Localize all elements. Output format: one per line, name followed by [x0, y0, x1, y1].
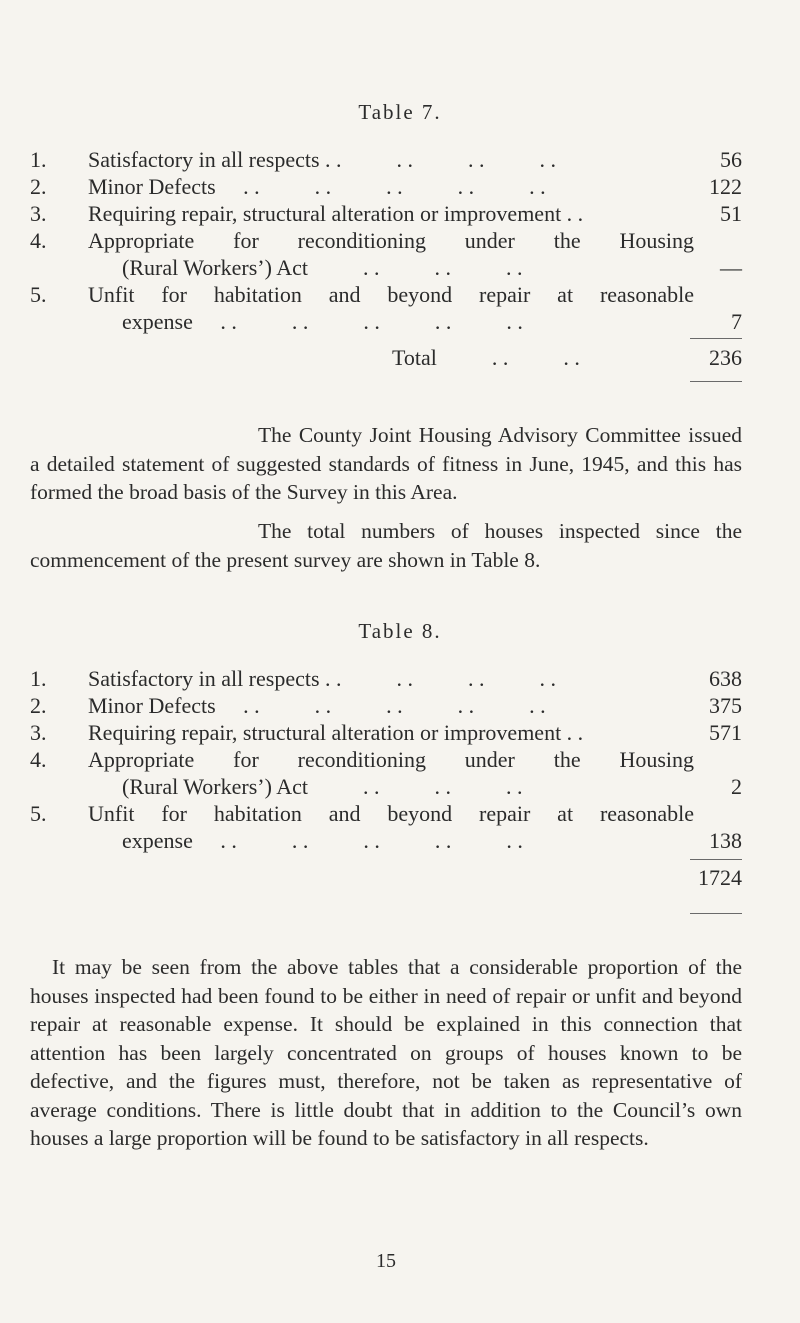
row-number: 2.	[30, 174, 47, 199]
row-label: Unfit for habitation and beyond repair at reasonable	[88, 801, 694, 826]
row-number: 1.	[30, 147, 47, 172]
row-label: Requiring repair, structural alteration or improvement . .	[88, 720, 584, 745]
table-row	[30, 772, 742, 802]
row-label: Satisfactory in all respects . . . . . . . .	[88, 666, 557, 691]
total-rule-top	[690, 859, 742, 860]
row-value: 2	[731, 774, 742, 799]
page-number: 15	[376, 1250, 396, 1272]
row-value: 7	[731, 309, 742, 334]
row-value: 375	[709, 693, 742, 718]
total-value: 236	[709, 345, 742, 370]
row-number: 2.	[30, 693, 47, 718]
table-row	[30, 253, 742, 283]
row-number: 4.	[30, 228, 47, 253]
row-label: Minor Defects . . . . . . . . . .	[88, 693, 546, 718]
table-row	[30, 799, 742, 829]
row-value: 56	[720, 147, 742, 172]
row-label: expense . . . . . . . . . .	[122, 828, 523, 853]
total-rule-bottom	[690, 381, 742, 382]
total-rule-bottom	[690, 913, 742, 914]
row-value: 51	[720, 201, 742, 226]
total-label: Total . . . .	[392, 345, 580, 370]
table-row	[30, 718, 742, 748]
row-value: 122	[709, 174, 742, 199]
row-number: 4.	[30, 747, 47, 772]
table-row	[30, 280, 742, 310]
row-label: Requiring repair, structural alteration or improvement . .	[88, 201, 584, 226]
paragraph-total-numbers: The total numbers of houses inspected since the commencement of the present survey are shown in Table 8.	[30, 519, 742, 572]
paragraph-committee: The County Joint Housing Advisory Committee issued a detailed statement of suggested standards of fitness in June, 1945, and this has formed the broad basis of the Survey in this Area.	[30, 423, 742, 504]
row-label: Appropriate for reconditioning under the Housing	[88, 228, 694, 253]
table-row	[30, 172, 742, 202]
total-rule-top	[690, 338, 742, 339]
row-label: Unfit for habitation and beyond repair at reasonable	[88, 282, 694, 307]
table-row	[30, 691, 742, 721]
row-label: (Rural Workers’) Act . . . . . .	[122, 255, 523, 280]
row-value: —	[720, 255, 742, 280]
table-row	[30, 199, 742, 229]
row-value: 571	[709, 720, 742, 745]
row-label: Minor Defects . . . . . . . . . .	[88, 174, 546, 199]
table-8-title: Table 8.	[358, 619, 442, 643]
table-row	[30, 226, 742, 256]
row-number: 3.	[30, 201, 47, 226]
table-row	[30, 145, 742, 175]
row-number: 1.	[30, 666, 47, 691]
table-row	[30, 664, 742, 694]
table-row	[30, 745, 742, 775]
row-number: 5.	[30, 801, 47, 826]
paragraph-conclusion: It may be seen from the above tables that a considerable proportion of the houses inspected had been found to be either in need of repair or unfit and beyond repair at reasonable expense. It should be explained in this connection that attention has been largely concentrated on groups of houses known to be defective, and the figures must, therefore, not be taken as representative of average conditions. There is little doubt that in addition to the Council’s own houses a large proportion will be found to be satisfactory in all respects.	[30, 955, 742, 1150]
row-label: (Rural Workers’) Act . . . . . .	[122, 774, 523, 799]
table-row	[30, 307, 742, 337]
row-number: 3.	[30, 720, 47, 745]
table-7-title: Table 7.	[358, 100, 442, 124]
row-label: Appropriate for reconditioning under the Housing	[88, 747, 694, 772]
row-label: expense . . . . . . . . . .	[122, 309, 523, 334]
row-label: Satisfactory in all respects . . . . . . . .	[88, 147, 557, 172]
row-value: 138	[709, 828, 742, 853]
total-value: 1724	[698, 865, 742, 890]
row-number: 5.	[30, 282, 47, 307]
row-value: 638	[709, 666, 742, 691]
table-row	[30, 826, 742, 856]
